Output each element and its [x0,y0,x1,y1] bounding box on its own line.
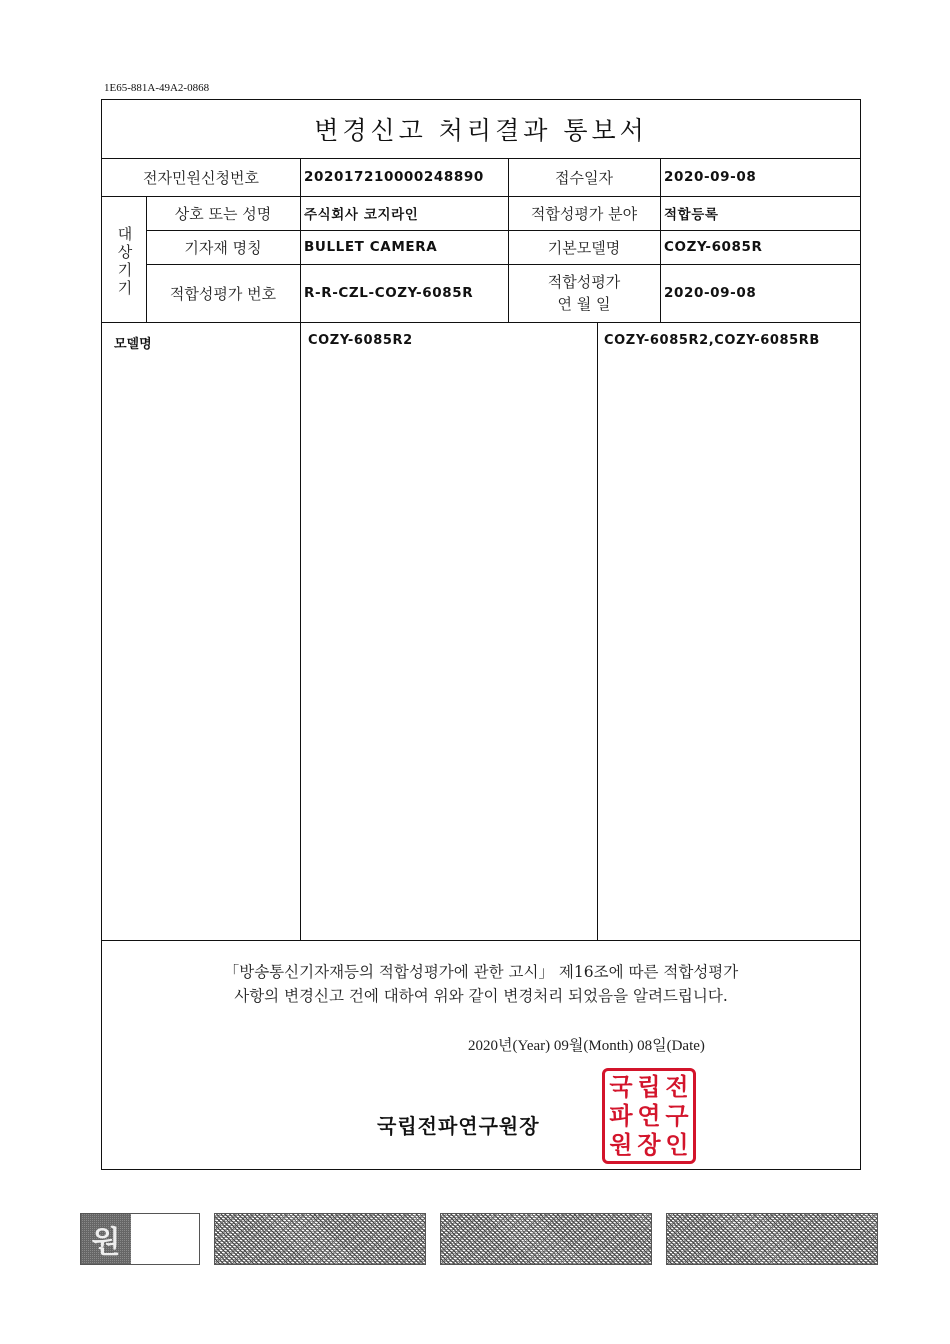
target-equipment-label [110,225,140,297]
barcode-pattern [215,1214,425,1264]
grid-line [660,158,661,322]
model-name-1: COZY-6085R2 [308,333,413,348]
security-barcode-2 [440,1213,652,1265]
seal-char: 구 [665,1101,689,1130]
seal-char: 립 [637,1073,661,1102]
assessment-field-label: 적합성평가 분야 [530,204,638,223]
model-name-label: 모델명 [114,337,152,352]
model-name-2: COZY-6085R2,COZY-6085RB [604,333,820,348]
target-label-char: 기 [117,279,133,297]
cert-date-label-line2: 연 월 일 [557,295,611,313]
official-seal-stamp [602,1068,696,1164]
seal-char: 인 [665,1130,689,1159]
grid-line [102,196,860,197]
seal-char: 국 [609,1073,633,1102]
equipment-name-label: 기자재 명칭 [184,238,262,257]
grid-line [146,196,147,322]
grid-line [508,158,509,322]
issue-date: 2020년(Year) 09월(Month) 08일(Date) [468,1038,705,1054]
notice-line-2: 사항의 변경신고 건에 대하여 위와 같이 변경처리 되었음을 알려드립니다. [234,987,728,1005]
barcode-pattern [667,1214,877,1264]
cert-no-label: 적합성평가 번호 [169,284,277,303]
base-model: COZY-6085R [664,239,763,255]
grid-line [597,322,598,940]
issuing-authority: 국립전파연구원장 [377,1114,540,1138]
document-title: 변경신고 처리결과 통보서 [102,100,860,159]
cert-date-label [508,264,660,322]
target-label-char: 상 [117,243,133,261]
company-name: 주식회사 코지라인 [304,207,419,223]
grid-line [102,940,860,941]
application-no-label: 전자민원신청번호 [143,168,259,187]
grid-line [146,230,860,231]
seal-char: 연 [637,1101,661,1130]
security-barcode-3 [666,1213,878,1265]
grid-line [146,264,860,265]
application-no: 202017210000248890 [304,169,484,185]
document-id: 1E65-881A-49A2-0868 [104,82,210,94]
grid-line [300,322,301,940]
notice-text [102,960,860,1008]
original-document-mark [80,1213,200,1265]
receipt-date: 2020-09-08 [664,169,757,185]
company-label: 상호 또는 성명 [174,204,272,223]
cert-no: R-R-CZL-COZY-6085R [304,285,474,301]
cert-date-label-line1: 적합성평가 [547,273,621,291]
certificate-frame [101,99,861,1170]
original-mark-logo: 원 [81,1214,131,1264]
notice-line-1: 「방송통신기자재등의 적합성평가에 관한 고시」 제16조에 따른 적합성평가 [223,963,739,981]
seal-char: 원 [609,1130,633,1159]
cert-date: 2020-09-08 [664,285,757,301]
base-model-label: 기본모델명 [547,238,621,257]
grid-line [102,322,860,323]
target-label-char: 대 [117,225,133,243]
barcode-pattern [441,1214,651,1264]
seal-char: 파 [609,1101,633,1130]
seal-char: 전 [665,1073,689,1102]
seal-char: 장 [637,1130,661,1159]
equipment-name: BULLET CAMERA [304,239,438,255]
target-label-char: 기 [117,261,133,279]
security-barcode-1 [214,1213,426,1265]
assessment-field: 적합등록 [664,207,719,223]
receipt-date-label: 접수일자 [555,168,613,187]
grid-line [300,158,301,322]
